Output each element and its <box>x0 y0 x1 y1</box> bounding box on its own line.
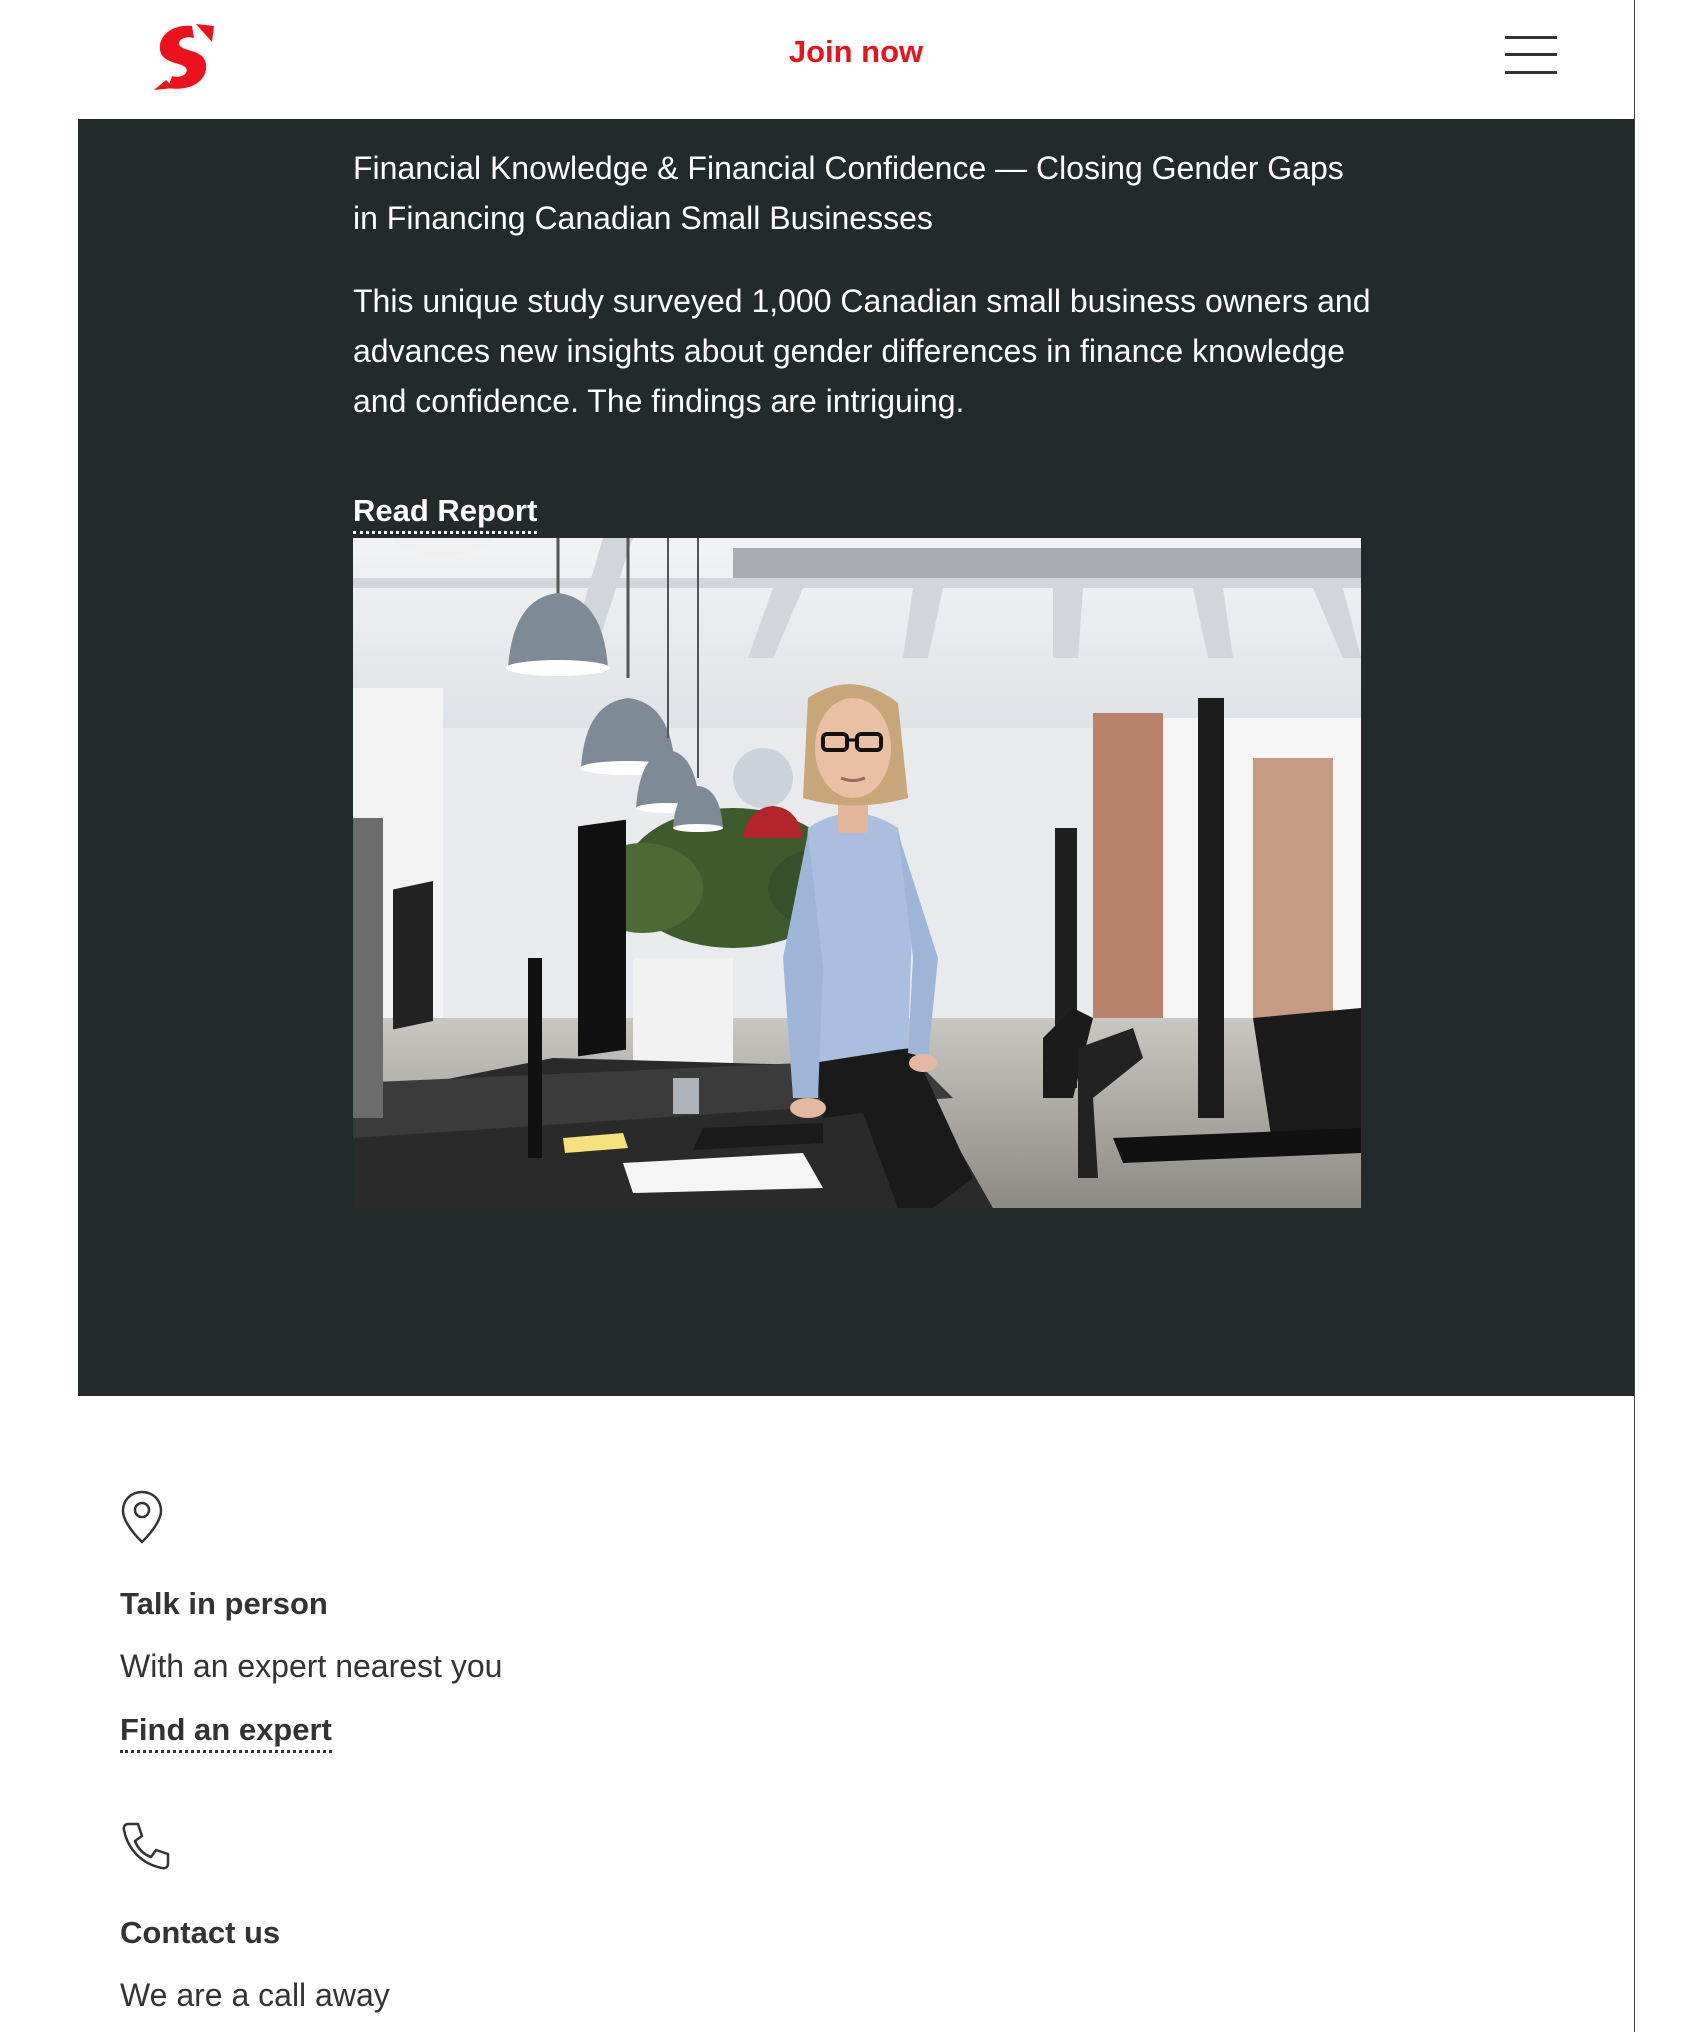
talk-in-person-title: Talk in person <box>120 1586 328 1621</box>
phone-icon <box>120 1820 172 1872</box>
contact-us-block <box>120 1820 172 1872</box>
menu-icon[interactable] <box>1505 32 1559 78</box>
report-section <box>78 119 1634 1396</box>
page <box>78 0 1635 2032</box>
office-photo <box>353 538 1361 1208</box>
find-an-expert-wrapper <box>120 1712 332 1748</box>
talk-in-person-subtitle: With an expert nearest you <box>120 1648 503 1684</box>
office-woman-illustration <box>353 538 1361 1208</box>
report-description: This unique study surveyed 1,000 Canadian small business owners and advances new insights about gender differences in finance knowledge and confidence. The findings are intriguing. <box>353 283 1371 419</box>
contact-us-subtitle: We are a call away <box>120 1977 390 2013</box>
talk-in-person-block <box>120 1490 164 1544</box>
find-an-expert-link[interactable]: Find an expert <box>120 1712 332 1753</box>
contact-us-title: Contact us <box>120 1915 281 1950</box>
map-pin-icon <box>120 1490 164 1544</box>
report-title: Financial Knowledge & Financial Confidence — Closing Gender Gaps in Financing Canadian Small Businesses <box>353 150 1344 236</box>
read-report-link[interactable]: Read Report <box>353 493 537 534</box>
join-now-link[interactable]: Join now <box>788 34 924 69</box>
site-header <box>78 0 1634 119</box>
